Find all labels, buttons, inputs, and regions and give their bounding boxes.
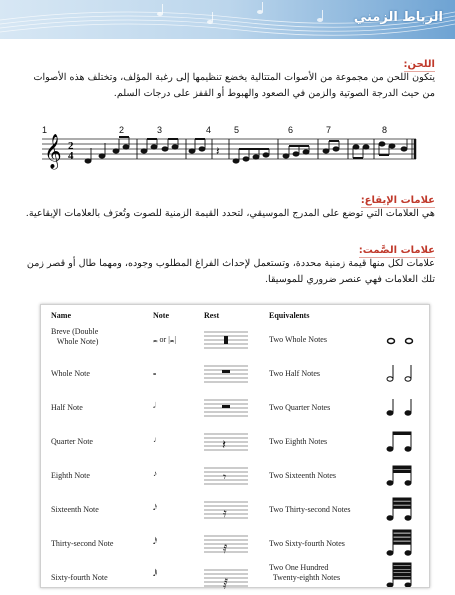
treble-clef-icon: 𝄞 — [44, 134, 62, 169]
note-symbol: 𝅘𝅥𝅱 — [153, 569, 158, 578]
equivalent-label: Two Quarter Notes — [269, 403, 331, 412]
rest-icon: 𝄽 — [216, 144, 220, 158]
sixteenth-beamed-icon — [379, 459, 419, 489]
note-values-table — [40, 304, 430, 588]
half-rest-icon — [204, 393, 248, 423]
eighth-beamed-icon — [379, 425, 419, 455]
time-signature-bottom: 4 — [68, 150, 74, 162]
measure-number: 8 — [382, 125, 388, 135]
note-symbol: 𝅘𝅥𝅰 — [153, 537, 158, 546]
equivalent-label: Two Thirty-second Notes — [269, 505, 351, 514]
sixtyfourth-rest-icon — [204, 563, 248, 589]
melody-line-1: يتكون اللحن من مجموعة من الأصوات المتتالية يخضع تنظيمها إلى رغبة المؤلف، وتختلف هذه الأصوات — [33, 72, 435, 83]
half-note-pair-icon — [379, 357, 419, 387]
note-name: Half Note — [51, 403, 83, 412]
note-name: Sixty-fourth Note — [51, 573, 108, 582]
breve-rest-icon — [204, 325, 248, 355]
column-header-equivalents: Equivalents — [269, 311, 310, 320]
measure-number: 3 — [157, 125, 163, 135]
column-header-note: Note — [153, 311, 169, 320]
measure-number: 7 — [326, 125, 332, 135]
sixtyfourth-beamed-icon — [379, 527, 419, 557]
table-row — [41, 527, 429, 561]
measure-number: 6 — [288, 125, 294, 135]
note-name: Thirty-second Note — [51, 539, 114, 548]
svg-text:𝅁: 𝅁 — [223, 576, 228, 589]
note-name: Breve (Double Whole Note) — [51, 327, 99, 346]
note-name: Quarter Note — [51, 437, 93, 446]
table-row — [41, 459, 429, 493]
silence-paragraph — [15, 256, 435, 288]
note-symbol: ♪ — [153, 469, 157, 478]
note-symbol: 𝅘𝅥𝅯 — [153, 503, 158, 512]
thirtysecond-rest-icon — [204, 529, 248, 559]
note-name: Eighth Note — [51, 471, 90, 480]
melody-paragraph — [15, 70, 435, 102]
measure-number: 2 — [119, 125, 125, 135]
music-staff — [40, 125, 420, 173]
equivalent-label: Two Eighth Notes — [269, 437, 328, 446]
svg-text:𝄽: 𝄽 — [222, 437, 226, 452]
svg-text:𝅀: 𝅀 — [223, 542, 228, 556]
onetwentyeighth-beamed-icon — [379, 561, 419, 587]
silence-heading: علامات الصَّمت: — [358, 245, 435, 256]
equivalent-label: Two Whole Notes — [269, 335, 327, 344]
equivalent-label: Two One Hundred Twenty-eighth Notes — [269, 563, 341, 582]
rhythm-paragraph: هي العلامات التي توضع على المدرج الموسيقي، لتحدد القيمة الزمنية للصوت وتُعرَف بالعلامات الإيقاعية. — [25, 208, 435, 219]
note-symbol: 𝅜 or |𝅜| — [153, 335, 176, 344]
table-row — [41, 391, 429, 425]
silence-line-2: تلك العلامات فهي عنصر ضروري للموسيقا. — [264, 274, 435, 285]
equivalent-label: Two Sixteenth Notes — [269, 471, 336, 480]
sixteenth-rest-icon — [204, 495, 248, 525]
melody-line-2: من حيث الدرجة الصوتية والزمن في الصعود والهبوط أو القفز على درجات السلم. — [113, 88, 435, 99]
whole-rest-icon — [204, 359, 248, 389]
note-symbol: ♩ — [153, 435, 161, 444]
measure-number: 5 — [234, 125, 240, 135]
time-signature-top: 2 — [68, 140, 74, 152]
note-name: Sixteenth Note — [51, 505, 99, 514]
measure-number: 1 — [42, 125, 48, 135]
thirtysecond-beamed-icon — [379, 493, 419, 523]
svg-text:𝄿: 𝄿 — [223, 506, 227, 520]
measure-number: 4 — [206, 125, 212, 135]
silence-line-1: علامات لكل منها قيمة زمنية محددة، وتستعمل لإحداث الفراغ المطلوب وجوده، ومهما طال أو قصر زمن — [26, 258, 435, 269]
rhythm-heading: علامات الإيقاع: — [360, 195, 435, 206]
note-name: Whole Note — [51, 369, 90, 378]
table-row — [41, 357, 429, 391]
silence-section — [359, 238, 435, 258]
melody-heading: اللحن: — [403, 59, 435, 70]
melody-section — [404, 52, 435, 72]
equivalent-label: Two Sixty-fourth Notes — [269, 539, 345, 548]
eighth-rest-icon — [204, 461, 248, 491]
table-row — [41, 323, 429, 357]
svg-text:𝄾: 𝄾 — [223, 470, 227, 484]
column-header-name: Name — [51, 311, 71, 320]
table-row — [41, 425, 429, 459]
table-row — [41, 493, 429, 527]
note-symbol: 𝅗𝅥 — [153, 401, 156, 410]
rhythm-section — [361, 188, 435, 208]
equivalent-label: Two Half Notes — [269, 369, 320, 378]
page-title: الرباط الزمني — [353, 10, 443, 25]
whole-note-pair-icon — [379, 323, 419, 353]
quarter-note-pair-icon — [379, 391, 419, 421]
quarter-rest-icon — [204, 427, 248, 457]
table-row — [41, 561, 429, 595]
column-header-rest: Rest — [204, 311, 220, 320]
note-symbol: 𝅝 — [153, 368, 157, 377]
header-banner — [0, 0, 455, 39]
